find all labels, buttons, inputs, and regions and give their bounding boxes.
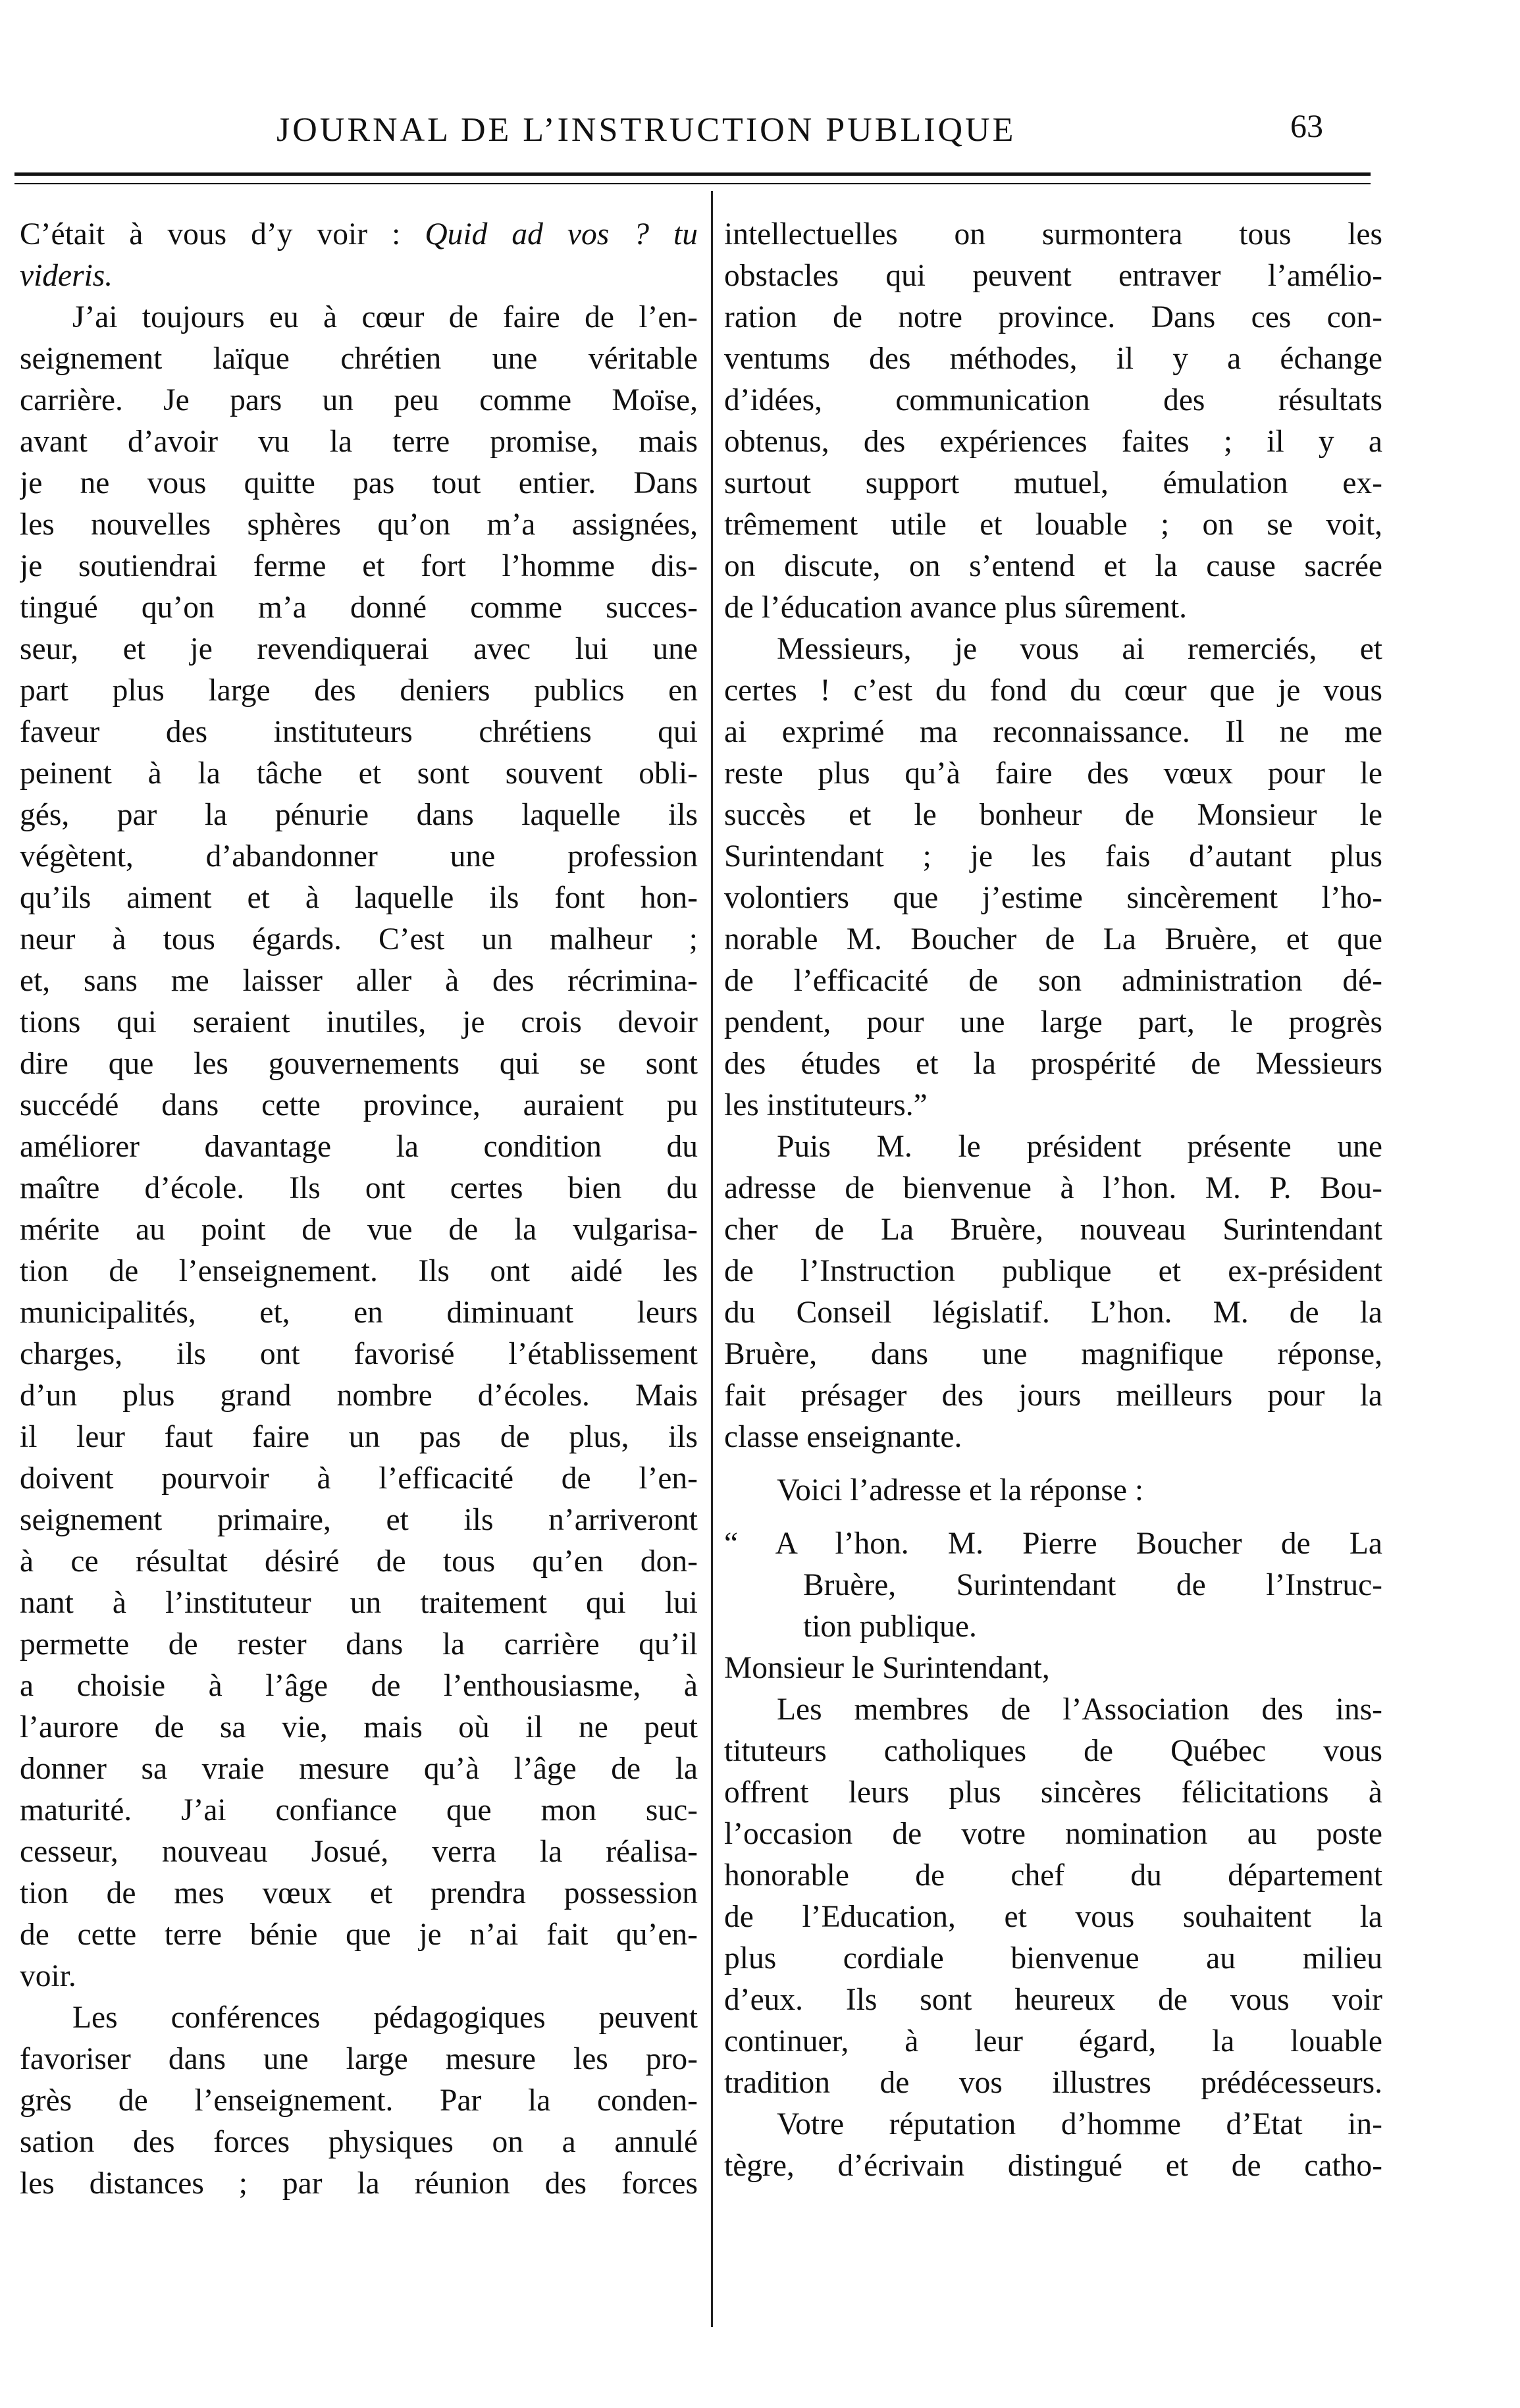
running-title: JOURNAL DE L’INSTRUCTION PUBLIQUE [276, 111, 1016, 149]
text-line: de l’éducation avance plus sûrement. [724, 590, 1187, 625]
text-line: J’ai toujours eu à cœur de faire de l’en- [72, 300, 698, 334]
text-line: Monsieur le Surintendant, [724, 1651, 1050, 1685]
page-number: 63 [1290, 107, 1323, 144]
text-line: nant à l’instituteur un traitement qui lui [20, 1586, 698, 1620]
text-line: succédé dans cette province, auraient pu [20, 1088, 698, 1122]
text-line: certes ! c’est du fond du cœur que je vous [724, 673, 1382, 708]
text-line: tradition de vos illustres prédécesseurs. [724, 2066, 1382, 2100]
text-line: de l’Instruction publique et ex-président [724, 1254, 1382, 1288]
text-line: Les conférences pédagogiques peuvent [72, 2001, 698, 2035]
text-line: plus cordiale bienvenue au milieu [724, 1941, 1382, 1976]
text-line: Puis M. le président présente une [777, 1130, 1382, 1164]
text-line: C’était à vous d’y voir : Quid ad vos ? tu [20, 217, 698, 251]
text-line: fait présager des jours meilleurs pour la [724, 1378, 1382, 1413]
text-line: offrent leurs plus sincères félicitations à [724, 1775, 1382, 1810]
text-line: Votre réputation d’homme d’Etat in- [777, 2107, 1382, 2141]
text-line: du Conseil législatif. L’hon. M. de la [724, 1296, 1382, 1330]
text-line: donner sa vraie mesure qu’à l’âge de la [20, 1752, 698, 1786]
text-line: l’occasion de votre nomination au poste [724, 1817, 1382, 1851]
text-line: peinent à la tâche et sont souvent obli- [20, 756, 698, 791]
text-line: tion de mes vœux et prendra possession [20, 1876, 698, 1910]
text-line: norable M. Boucher de La Bruère, et que [724, 922, 1382, 956]
text-line: des études et la prospérité de Messieurs [724, 1047, 1382, 1081]
column-divider [711, 191, 713, 2327]
text-line: ai exprimé ma reconnaissance. Il ne me [724, 715, 1382, 749]
text-line: “ A l’hon. M. Pierre Boucher de La [724, 1527, 1382, 1561]
text-line: tituteurs catholiques de Québec vous [724, 1734, 1382, 1768]
text-line: obstacles qui peuvent entraver l’amélio- [724, 259, 1382, 293]
right-column [724, 214, 1382, 2187]
text-line: et, sans me laisser aller à des récrimina- [20, 964, 698, 998]
text-line: mérite au point de vue de la vulgarisa- [20, 1213, 698, 1247]
text-line: faveur des instituteurs chrétiens qui [20, 715, 698, 749]
text-line: ventums des méthodes, il y a échange [724, 342, 1382, 376]
text-line: je soutiendrai ferme et fort l’homme dis- [20, 549, 698, 583]
text-line: a choisie à l’âge de l’enthousiasme, à [20, 1669, 698, 1703]
text-line: cesseur, nouveau Josué, verra la réalisa- [20, 1835, 698, 1869]
text-line: qu’ils aiment et à laquelle ils font hon- [20, 881, 698, 915]
text-line: permette de rester dans la carrière qu’il [20, 1627, 698, 1662]
text-line: il leur faut faire un pas de plus, ils [20, 1420, 698, 1454]
text-line: à ce résultat désiré de tous qu’en don- [20, 1544, 698, 1579]
text-line: doivent pourvoir à l’efficacité de l’en- [20, 1461, 698, 1496]
text-line: part plus large des deniers publics en [20, 673, 698, 708]
text-line: favoriser dans une large mesure les pro- [20, 2042, 698, 2076]
text-line: les nouvelles sphères qu’on m’a assignées, [20, 508, 698, 542]
text-line: gés, par la pénurie dans laquelle ils [20, 798, 698, 832]
text-line: les distances ; par la réunion des forces [20, 2166, 698, 2201]
text-line: ration de notre province. Dans ces con- [724, 300, 1382, 334]
text-line: tion de l’enseignement. Ils ont aidé les [20, 1254, 698, 1288]
text-line: d’eux. Ils sont heureux de vous voir [724, 1983, 1382, 2017]
header-rule-thin [14, 183, 1371, 184]
text-line: seignement laïque chrétien une véritable [20, 342, 698, 376]
text-line: intellectuelles on surmontera tous les [724, 217, 1382, 251]
text-line: neur à tous égards. C’est un malheur ; [20, 922, 698, 956]
text-line: d’un plus grand nombre d’écoles. Mais [20, 1378, 698, 1413]
text-line: surtout support mutuel, émulation ex- [724, 466, 1382, 500]
text-line: tions qui seraient inutiles, je crois devoir [20, 1005, 698, 1039]
latin-phrase: Quid ad vos ? tu [425, 217, 698, 251]
text-line: améliorer davantage la condition du [20, 1130, 698, 1164]
text-line: d’idées, communication des résultats [724, 383, 1382, 417]
text-line: municipalités, et, en diminuant leurs [20, 1296, 698, 1330]
text-line: seur, et je revendiquerai avec lui une [20, 632, 698, 666]
text-line: Bruère, dans une magnifique réponse, [724, 1337, 1382, 1371]
text-line: de cette terre bénie que je n’ai fait qu’en- [20, 1918, 698, 1952]
text-line: l’aurore de sa vie, mais où il ne peut [20, 1710, 698, 1744]
text-line: reste plus qu’à faire des vœux pour le [724, 756, 1382, 791]
text-line: volontiers que j’estime sincèrement l’ho- [724, 881, 1382, 915]
text-line: Surintendant ; je les fais d’autant plus [724, 839, 1382, 874]
text-line: carrière. Je pars un peu comme Moïse, [20, 383, 698, 417]
text-line: Bruère, Surintendant de l’Instruc- [803, 1568, 1382, 1602]
text-line: Messieurs, je vous ai remerciés, et [777, 632, 1382, 666]
header-rule-thick [14, 172, 1371, 176]
text-line: on discute, on s’entend et la cause sacrée [724, 549, 1382, 583]
text-line: avant d’avoir vu la terre promise, mais [20, 425, 698, 459]
text-line: succès et le bonheur de Monsieur le [724, 798, 1382, 832]
text-line: maturité. J’ai confiance que mon suc- [20, 1793, 698, 1827]
text-line: pendent, pour une large part, le progrès [724, 1005, 1382, 1039]
text-line: sation des forces physiques on a annulé [20, 2125, 698, 2159]
text-line: les instituteurs.” [724, 1088, 928, 1122]
text-line: maître d’école. Ils ont certes bien du [20, 1171, 698, 1205]
text-line: honorable de chef du département [724, 1858, 1382, 1893]
text-line: seignement primaire, et ils n’arriveront [20, 1503, 698, 1537]
text-line: videris. [20, 259, 113, 293]
text-line: adresse de bienvenue à l’hon. M. P. Bou- [724, 1171, 1382, 1205]
text-line: tion publique. [803, 1610, 977, 1644]
text-line: continuer, à leur égard, la louable [724, 2024, 1382, 2058]
text-line: de l’efficacité de son administration dé- [724, 964, 1382, 998]
text-line: classe enseignante. [724, 1420, 962, 1454]
text-line: grès de l’enseignement. Par la conden- [20, 2083, 698, 2118]
page-header [0, 99, 1520, 158]
text-line: je ne vous quitte pas tout entier. Dans [20, 466, 698, 500]
text-line: végètent, d’abandonner une profession [20, 839, 698, 874]
text-line: obtenus, des expériences faites ; il y a [724, 425, 1382, 459]
left-column [20, 214, 698, 2205]
text-line: voir. [20, 1959, 76, 1993]
text-line: cher de La Bruère, nouveau Surintendant [724, 1213, 1382, 1247]
text-line: tègre, d’écrivain distingué et de catho- [724, 2149, 1382, 2183]
text-line: Les membres de l’Association des ins- [777, 1692, 1382, 1727]
text-line: charges, ils ont favorisé l’établissement [20, 1337, 698, 1371]
text-line: trêmement utile et louable ; on se voit, [724, 508, 1382, 542]
text-line: de l’Education, et vous souhaitent la [724, 1900, 1382, 1934]
text-line: tingué qu’on m’a donné comme succes- [20, 590, 698, 625]
text-line: Voici l’adresse et la réponse : [777, 1473, 1144, 1507]
text-line: dire que les gouvernements qui se sont [20, 1047, 698, 1081]
